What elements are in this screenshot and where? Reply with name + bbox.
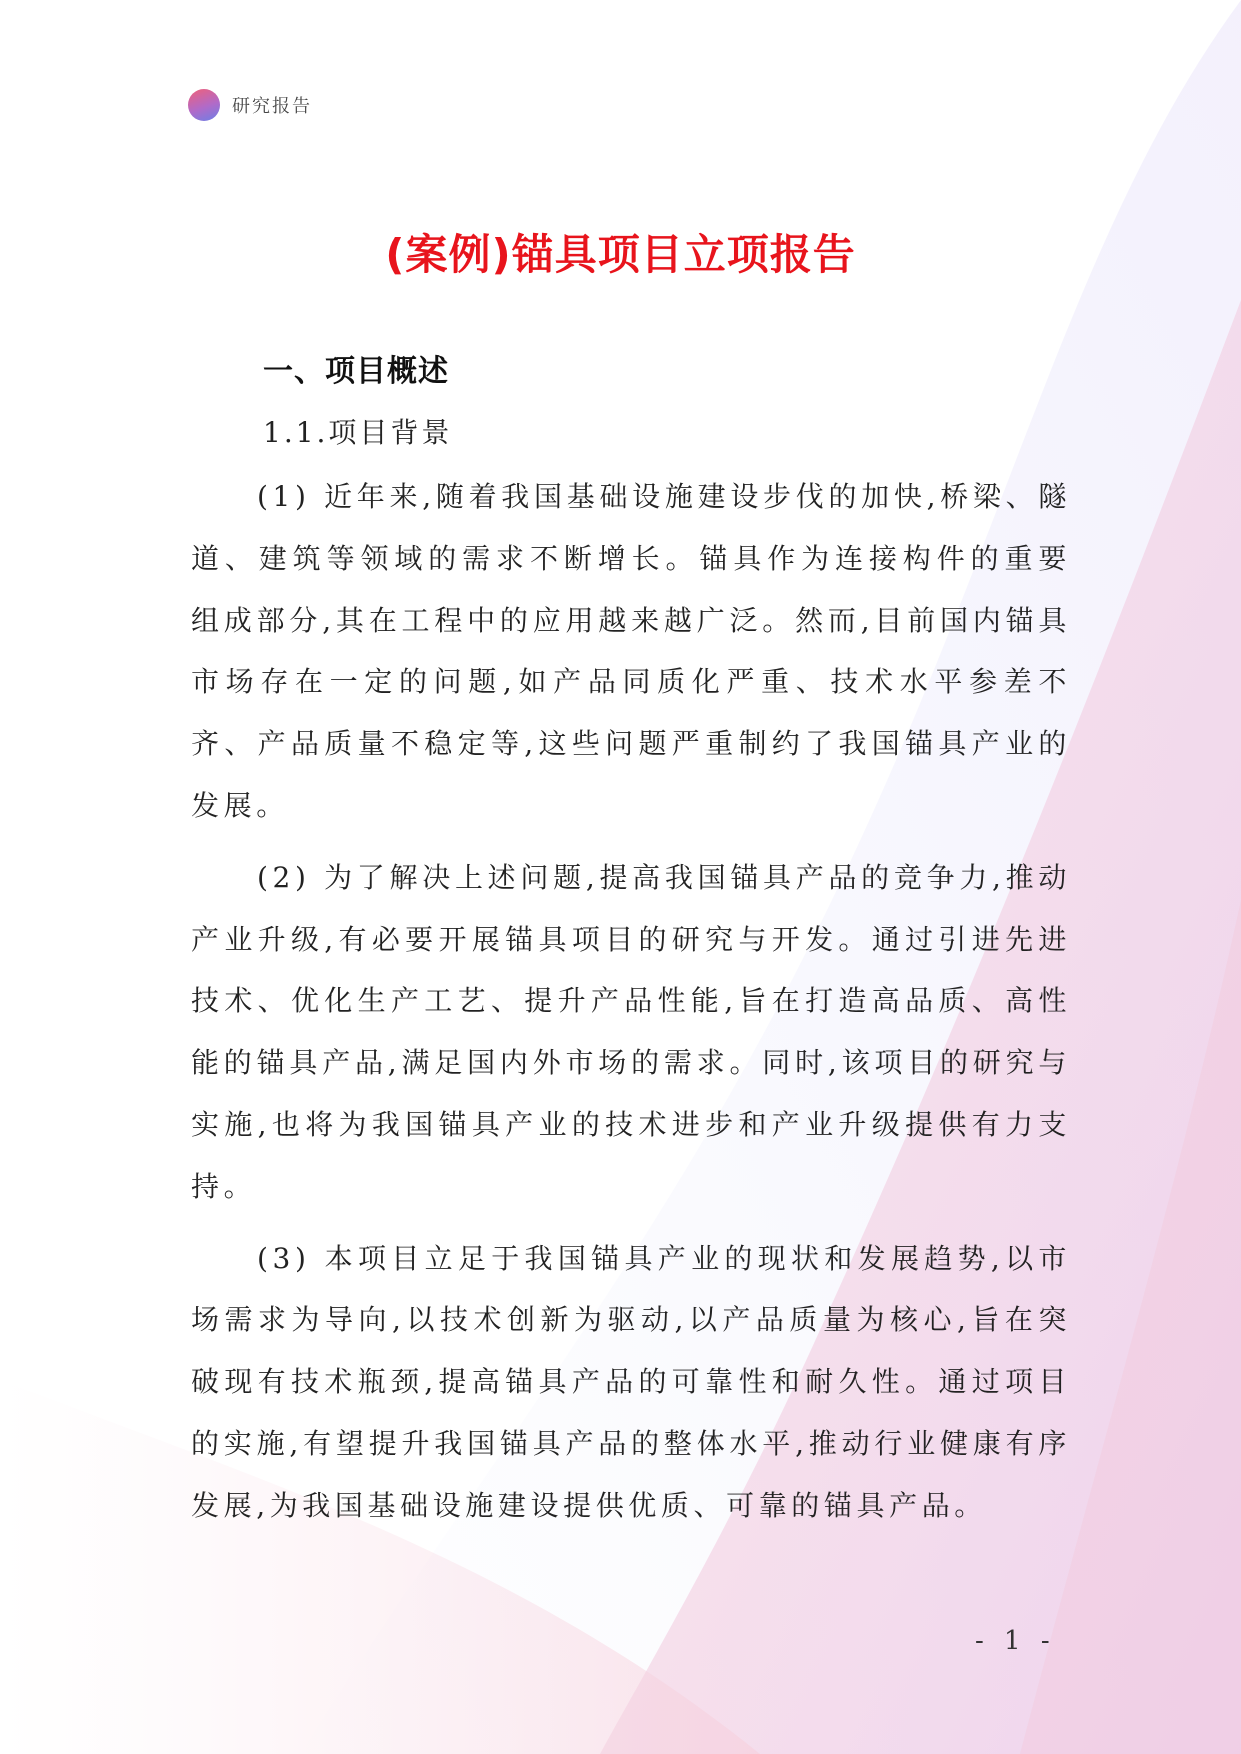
document-body xyxy=(191,350,1071,1547)
section-heading: 一、项目概述 xyxy=(263,354,449,389)
paragraph-3: (3) 本项目立足于我国锚具产业的现状和发展趋势,以市场需求为导向,以技术创新为驱动,以产品质量为核心,旨在突破现有技术瓶颈,提高锚具产品的可靠性和耐久性。通过项目的实施,有望提升我国锚具产品的整体水平,推动行业健康有序发展,为我国基础设施建设提供优质、可靠的锚具产品。 xyxy=(191,1241,1071,1522)
page-number: - 1 - xyxy=(975,1626,1056,1656)
paragraph-2: (2) 为了解决上述问题,提高我国锚具产品的竞争力,推动产业升级,有必要开展锚具项目的研究与开发。通过引进先进技术、优化生产工艺、提升产品性能,旨在打造高品质、高性能的锚具产品,满足国内外市场的需求。同时,该项目的研究与实施,也将为我国锚具产业的技术进步和产业升级提供有力支持。 xyxy=(191,860,1071,1203)
report-header xyxy=(188,88,312,122)
document-title: (案例)锚具项目立项报告 xyxy=(385,230,856,279)
subsection-heading: 1.1.项目背景 xyxy=(263,416,453,449)
logo-circle-icon xyxy=(188,89,220,121)
paragraph-1: (1) 近年来,随着我国基础设施建设步伐的加快,桥梁、隧道、建筑等领域的需求不断增长。锚具作为连接构件的重要组成部分,其在工程中的应用越来越广泛。然而,目前国内锚具市场存在一定的问题,如产品同质化严重、技术水平参差不齐、产品质量不稳定等,这些问题严重制约了我国锚具产业的发展。 xyxy=(191,480,1071,822)
header-label: 研究报告 xyxy=(232,96,312,117)
